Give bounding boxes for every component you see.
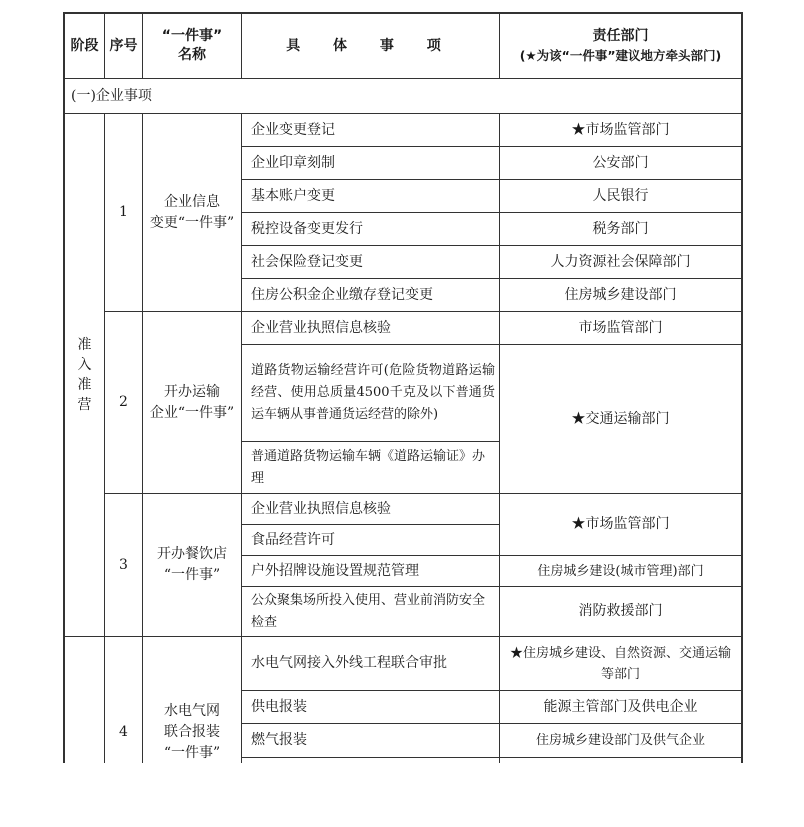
stage-char: 入 — [77, 357, 92, 373]
group-seq: 1 — [119, 204, 128, 220]
group-name-line: 变更“一件事” — [149, 214, 235, 231]
item-cell: 食品经营许可 — [251, 531, 335, 548]
group-name-line: 水电气网 — [164, 702, 220, 719]
dept-cell: ★市场监管部门 — [571, 121, 670, 138]
dept-cell: 市场监管部门 — [578, 319, 663, 336]
item-cell: 水电气网接入外线工程联合审批 — [251, 655, 447, 671]
header-name-line1: “一件事” — [161, 28, 223, 44]
dept-cell: 消防救援部门 — [578, 603, 663, 619]
item-cell: 基本账户变更 — [251, 187, 335, 204]
item-cell: 公众聚集场所投入使用、营业前消防安全检查 — [251, 592, 486, 630]
item-cell: 企业营业执照信息核验 — [251, 319, 391, 336]
group-seq: 3 — [119, 556, 128, 573]
header-name — [143, 14, 241, 78]
header-seq: 序号 — [109, 37, 138, 54]
item-cell: 税控设备变更发行 — [251, 220, 363, 237]
group-name — [143, 685, 241, 779]
table-border-right — [741, 12, 743, 763]
group-name-line: 企业信息 — [164, 193, 220, 210]
dept-cell: 税务部门 — [592, 220, 649, 237]
item-cell: 企业变更登记 — [251, 121, 335, 138]
item-cell: 企业印章刻制 — [251, 154, 335, 171]
item-cell: 供电报装 — [251, 698, 307, 715]
group-name-line: “一件事” — [163, 567, 221, 583]
item-cell: 户外招牌设施设置规范管理 — [251, 562, 419, 579]
item-cell: 道路货物运输经营许可(危险货物道路运输经营、使用总质量4500千克及以下普通货运车辆从事普通货运经营的除外) — [251, 363, 495, 422]
stage-label — [65, 330, 104, 420]
group-seq: 4 — [119, 723, 128, 740]
dept-cell: ★市场监管部门 — [571, 516, 670, 532]
item-cell: 普通道路货物运输车辆《道路运输证》办理 — [251, 448, 486, 486]
item-cell: 住房公积金企业缴存登记变更 — [251, 286, 433, 303]
header-name-line2: 名称 — [178, 47, 206, 63]
dept-cell: 住房城乡建设部门及供气企业 — [535, 733, 705, 748]
group-name — [143, 494, 241, 636]
group-name-line: 联合报装 — [164, 723, 220, 740]
group-name-line: 开办餐饮店 — [157, 546, 227, 562]
header-items: 具 体 事 项 — [286, 37, 455, 54]
stage-char: 准 — [77, 377, 92, 393]
stage-char: 营 — [77, 397, 92, 413]
header-dept-line1: 责任部门 — [592, 28, 649, 44]
row-rule — [241, 757, 743, 758]
item-cell: 燃气报装 — [251, 732, 307, 748]
dept-cell: 住房城乡建设部门 — [564, 286, 677, 303]
group-seq: 2 — [119, 394, 128, 410]
dept-cell: ★住房城乡建设、自然资源、交通运输等部门 — [509, 645, 731, 682]
dept-cell: ★交通运输部门 — [571, 410, 670, 427]
dept-cell: 公安部门 — [592, 154, 649, 171]
dept-cell: 人民银行 — [592, 187, 649, 204]
header-stage: 阶段 — [70, 37, 99, 54]
header-dept — [500, 14, 741, 78]
group-name-line: “一件事” — [163, 744, 221, 761]
item-cell: 企业营业执照信息核验 — [251, 500, 391, 517]
dept-cell: 住房城乡建设(城市管理)部门 — [537, 563, 704, 579]
item-cell: 社会保险登记变更 — [251, 253, 363, 270]
group-name-line: 企业“一件事” — [149, 404, 235, 421]
group-name — [143, 312, 241, 493]
header-dept-line2: (★为该“一件事”建议地方牵头部门) — [519, 48, 722, 63]
dept-cell: 人力资源社会保障部门 — [550, 253, 691, 270]
group-name — [143, 114, 241, 311]
dept-cell: 能源主管部门及供电企业 — [543, 698, 698, 715]
group-name-line: 开办运输 — [164, 383, 220, 400]
section-title: (一)企业事项 — [71, 87, 152, 104]
stage-char: 准 — [77, 337, 92, 353]
